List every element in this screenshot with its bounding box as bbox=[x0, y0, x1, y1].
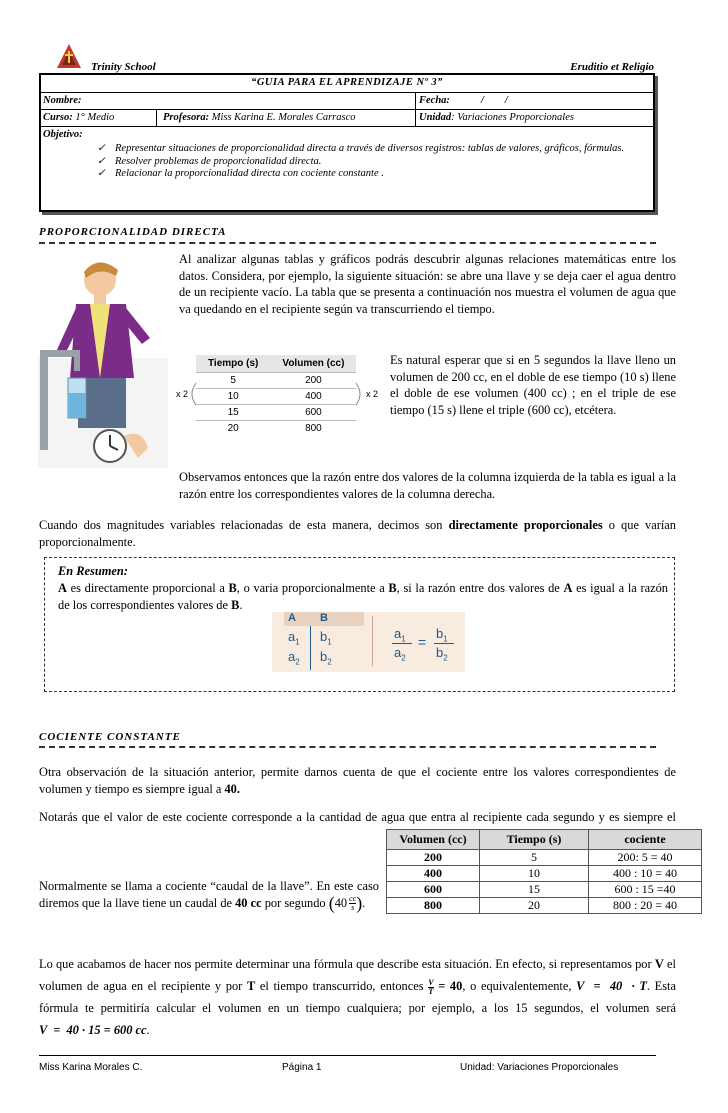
formula-paragraph: Lo que acabamos de hacer nos permite determinar una fórmula que describe esta situación. En efecto, si representamos por V el volumen de agua en el recipiente y por T el tiempo transcurrido, entonces $\frac{V}{T}$ = 40, o equivalentemente, V = 40 · T. Esta fórmula te permitiría calcular el volumen en un tiempo cualquiera; por ejemplo, a los 15 segundos, el volumen será V = 40 · 15 = 600 cc. bbox=[39, 957, 677, 1037]
guide-title: “GUIA PARA EL APRENDIZAJE Nº 3” bbox=[251, 77, 443, 88]
name-row bbox=[41, 92, 653, 109]
table-row: 5 200 bbox=[196, 373, 356, 389]
footer-page: Página 1 bbox=[282, 1062, 322, 1073]
table-row: 20 800 bbox=[196, 421, 356, 437]
header-box bbox=[39, 73, 655, 212]
time-volume-table bbox=[176, 355, 392, 436]
profesora-label: Profesora: bbox=[163, 112, 210, 123]
unidad-value: : Variaciones Proporcionales bbox=[451, 112, 574, 123]
table-header: Tiempo (s) bbox=[196, 355, 270, 373]
left-arrow-icon bbox=[188, 381, 198, 407]
section-title-cociente: COCIENTE CONSTANTE bbox=[39, 731, 181, 743]
school-name: Trinity School bbox=[91, 61, 156, 73]
table-row: 800 20 800 : 20 = 40 bbox=[387, 898, 702, 914]
objective-list bbox=[97, 143, 637, 181]
nombre-label: Nombre: bbox=[43, 95, 82, 106]
course-row bbox=[41, 109, 653, 126]
table-header: Volumen (cc) bbox=[270, 355, 356, 373]
objetivo-label: Objetivo: bbox=[43, 129, 83, 140]
objective-row bbox=[41, 126, 653, 211]
table-row: 15 600 bbox=[196, 405, 356, 421]
proportion-figure: A B $a_1$ $a_2$ $b_1$ $b_2$ $a_1$ $a_2$ = $b_1$ $b_2$ bbox=[272, 612, 465, 672]
observamos-paragraph: Observamos entonces que la razón entre dos valores de la columna izquierda de la tabla es igual a la razón entre los correspondientes valores de la columna derecha. bbox=[179, 470, 676, 501]
resumen-title: En Resumen: bbox=[58, 564, 128, 578]
profesora-value: Miss Karina E. Morales Carrasco bbox=[211, 112, 356, 123]
objective-item: ✓ Resolver problemas de proporcionalidad directa. bbox=[97, 155, 322, 167]
caudal-paragraph: Normalmente se llama a cociente “caudal de la llave”. En este caso diremos que la llave tiene un caudal de 40 cc por segundo (40 $\frac{cc}{s}$ ). bbox=[39, 879, 379, 914]
right-arrow-icon bbox=[354, 381, 364, 407]
table-row: 10 400 bbox=[196, 389, 356, 405]
footer-unit: Unidad: Variaciones Proporcionales bbox=[460, 1062, 619, 1073]
table-row: 200 5 200: 5 = 40 bbox=[387, 850, 702, 866]
right-multiplier: x 2 bbox=[366, 389, 379, 399]
document-header bbox=[39, 40, 654, 210]
table-row: 400 10 400 : 10 = 40 bbox=[387, 866, 702, 882]
section-title-proporcionalidad: PROPORCIONALIDAD DIRECTA bbox=[39, 226, 227, 238]
notaras-continuation bbox=[39, 826, 379, 846]
objective-item: ✓ Representar situaciones de proporcionalidad directa a través de diversos registros: tablas de valores, gráficos, fórmulas. bbox=[97, 143, 625, 154]
fecha-value: / / bbox=[481, 95, 508, 106]
resumen-box bbox=[44, 557, 675, 692]
intro-paragraph: Al analizar algunas tablas y gráficos podrás descubrir algunas relaciones matemáticas entre los datos. Considera, por ejemplo, la siguiente situación: se abre una llave y se deja caer el agua dentro de un recipiente vacío. La tabla que se presenta a continuación nos muestra el volumen de agua que va quedando en el recipiente según va transcurriendo el tiempo. bbox=[179, 252, 676, 316]
resumen-text: A es directamente proporcional a B, o varia proporcionalmente a B, si la razón entre dos valores de A es igual a la razón de los correspondientes valores de B. bbox=[58, 581, 668, 612]
observacion-paragraph: Otra observación de la situación anterior, permite darnos cuenta de que el cociente entre los valores correspondientes de volumen y tiempo es siempre igual a 40. bbox=[39, 765, 676, 796]
check-icon: ✓ bbox=[97, 155, 106, 167]
section-divider bbox=[39, 746, 656, 748]
unidad-label: Unidad bbox=[419, 112, 452, 123]
notaras-paragraph: Notarás que el valor de este cociente corresponde a la cantidad de agua que entra al recipiente cada segundo y es siempre el bbox=[39, 810, 676, 824]
table-row: 600 15 600 : 15 =40 bbox=[387, 882, 702, 898]
curso-value: 1° Medio bbox=[75, 112, 115, 123]
check-icon: ✓ bbox=[97, 168, 106, 179]
fecha-label: Fecha: bbox=[419, 95, 450, 106]
left-multiplier: x 2 bbox=[176, 389, 189, 399]
school-motto: Eruditio et Religio bbox=[570, 61, 654, 73]
cuando-paragraph: Cuando dos magnitudes variables relacionadas de esta manera, decimos son directamente proporcionales o que varían proporcionalmente. bbox=[39, 518, 677, 549]
check-icon: ✓ bbox=[97, 143, 106, 154]
boy-faucet-illustration bbox=[38, 258, 168, 468]
table-header: Tiempo (s) bbox=[480, 830, 589, 850]
table-header: cociente bbox=[589, 830, 702, 850]
footer-author: Miss Karina Morales C. bbox=[39, 1062, 143, 1073]
school-logo-icon bbox=[57, 44, 81, 70]
page-footer bbox=[39, 1055, 656, 1073]
natural-paragraph: Es natural esperar que si en 5 segundos la llave lleno un volumen de 200 cc, en el doble de ese tiempo (10 s) llene el doble de ese volumen (400 cc) ; en el triple de ese tiempo (15 s) llene el triple (600 cc), etcétera. bbox=[390, 353, 676, 417]
table-header: Volumen (cc) bbox=[387, 830, 480, 850]
cociente-table bbox=[386, 829, 702, 914]
section-divider bbox=[39, 242, 656, 244]
curso-label: Curso: bbox=[43, 112, 73, 123]
objective-item: ✓ Relacionar la proporcionalidad directa con cociente constante . bbox=[97, 168, 384, 179]
